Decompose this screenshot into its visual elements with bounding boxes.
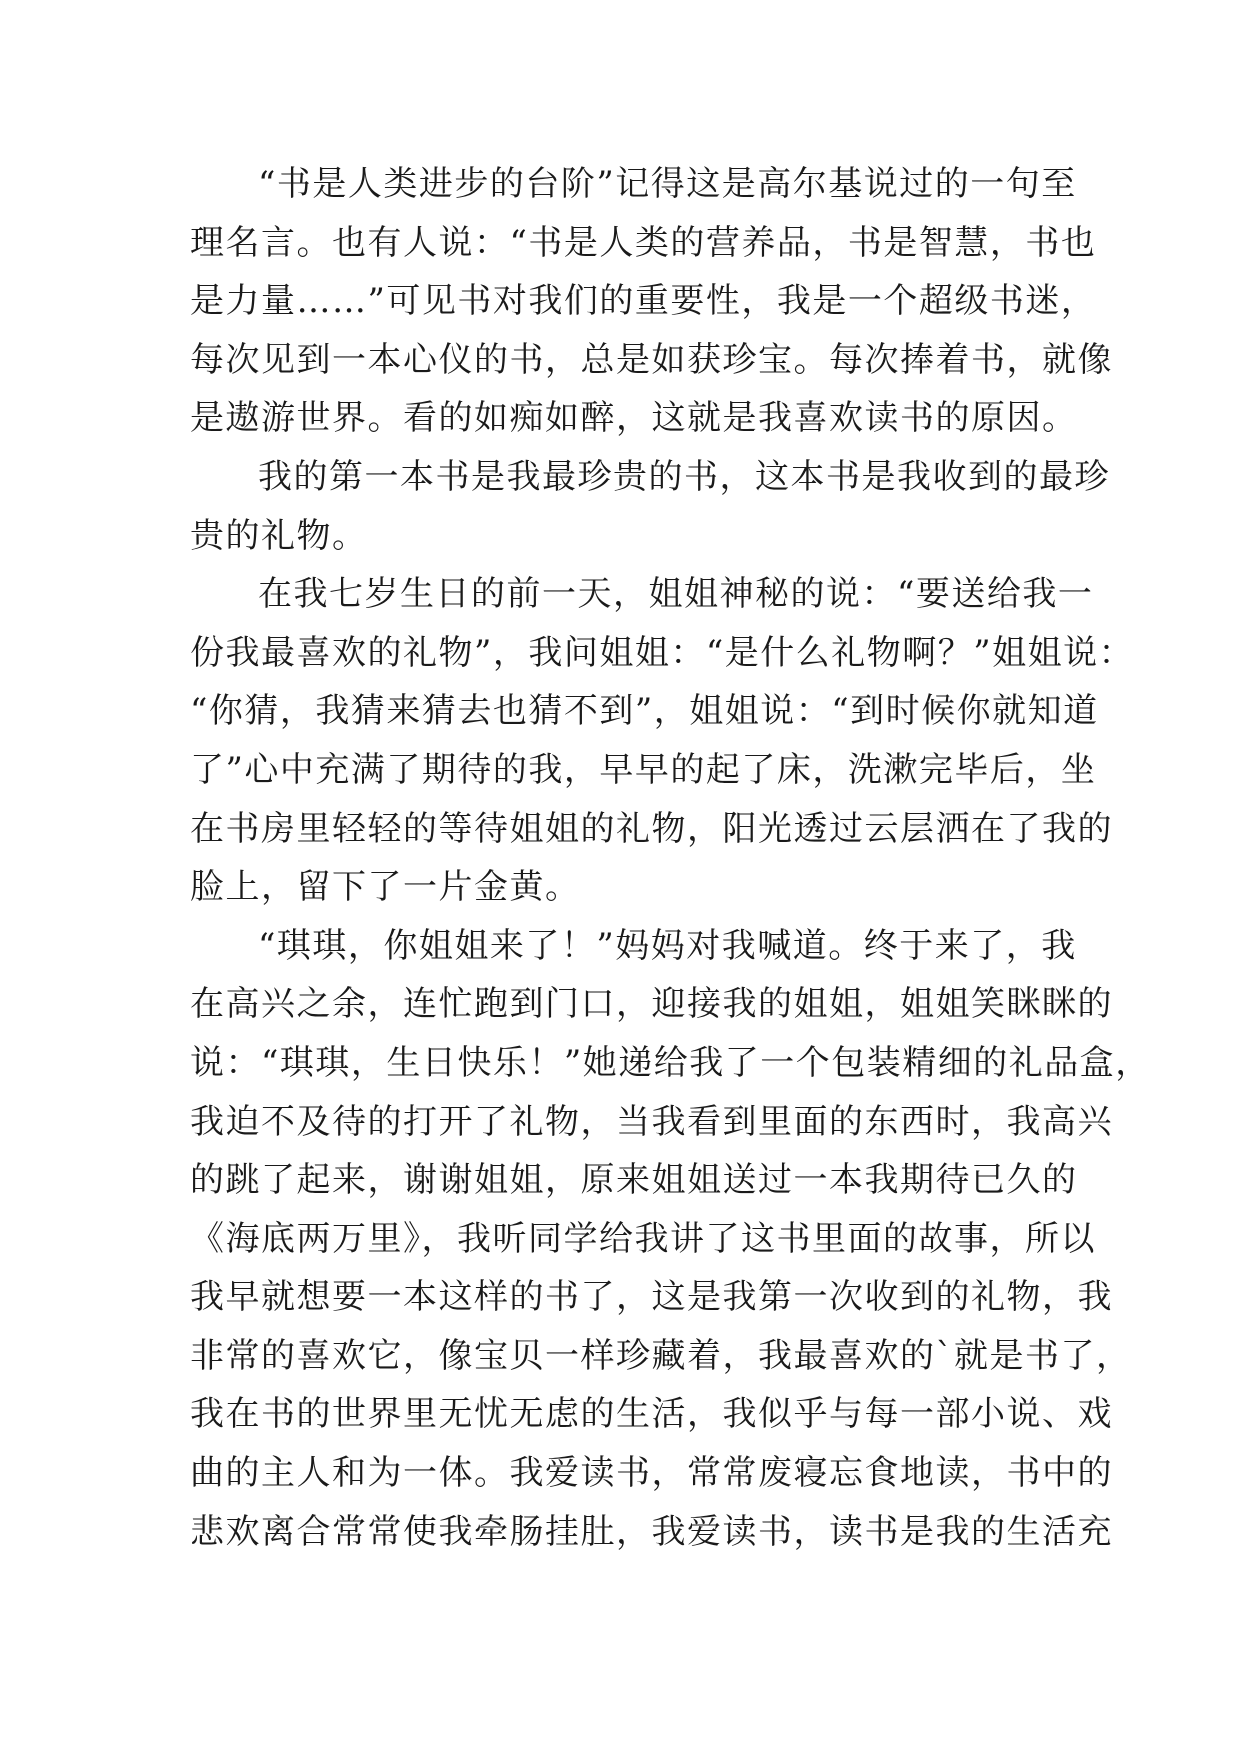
text-line: 的跳了起来，谢谢姐姐，原来姐姐送过一本我期待已久的: [190, 1160, 1078, 1201]
text-line: 每次见到一本心仪的书，总是如获珍宝。每次捧着书，就像: [190, 339, 1113, 380]
document-body: [190, 155, 1151, 1561]
text-line: “书是人类进步的台阶”记得这是高尔基说过的一句至: [258, 164, 1077, 204]
text-line: 贵的礼物。: [190, 515, 368, 556]
text-line: “你猜，我猜来猜去也猜不到”，姐姐说：“到时候你就知道: [190, 691, 1099, 732]
text-line: 在书房里轻轻的等待姐姐的礼物，阳光透过云层洒在了我的: [190, 808, 1113, 849]
text-line: 是力量……”可见书对我们的重要性，我是一个超级书迷，: [190, 281, 1097, 322]
text-line: 悲欢离合常常使我牵肠挂肚，我爱读书，读书是我的生活充: [190, 1511, 1113, 1552]
text-line: 脸上，留下了一片金黄。: [190, 867, 581, 908]
paragraph-2: [190, 448, 1110, 565]
paragraph-1: [190, 155, 1113, 448]
text-line: 说：“琪琪，生日快乐！”她递给我了一个包装精细的礼品盒，: [190, 1042, 1151, 1083]
text-line: 曲的主人和为一体。我爱读书，常常废寝忘食地读，书中的: [190, 1453, 1113, 1494]
paragraph-3: [190, 565, 1135, 917]
text-line: 我迫不及待的打开了礼物，当我看到里面的东西时，我高兴: [190, 1101, 1113, 1142]
text-line: 《海底两万里》，我听同学给我讲了这书里面的故事，所以: [190, 1218, 1096, 1259]
paragraph-4: [190, 917, 1151, 1562]
text-line: 我的第一本书是我最珍贵的书，这本书是我收到的最珍: [258, 456, 1110, 497]
text-line: “琪琪，你姐姐来了！”妈妈对我喊道。终于来了，我: [258, 925, 1077, 966]
text-line: 我在书的世界里无忧无虑的生活，我似乎与每一部小说、戏: [190, 1394, 1113, 1435]
text-line: 是遨游世界。看的如痴如醉，这就是我喜欢读书的原因。: [190, 398, 1078, 439]
text-line: 非常的喜欢它，像宝贝一样珍藏着，我最喜欢的`就是书了，: [190, 1335, 1132, 1376]
text-line: 我早就想要一本这样的书了，这是我第一次收到的礼物，我: [190, 1277, 1113, 1318]
text-line: 了”心中充满了期待的我，早早的起了床，洗漱完毕后，坐: [190, 749, 1097, 790]
text-line: 在高兴之余，连忙跑到门口，迎接我的姐姐，姐姐笑眯眯的: [190, 984, 1113, 1025]
text-line: 份我最喜欢的礼物”，我问姐姐：“是什么礼物啊？”姐姐说：: [190, 632, 1135, 673]
text-line: 在我七岁生日的前一天，姐姐神秘的说：“要送给我一: [258, 574, 1094, 615]
text-line: 理名言。也有人说：“书是人类的营养品，书是智慧，书也: [190, 222, 1097, 263]
